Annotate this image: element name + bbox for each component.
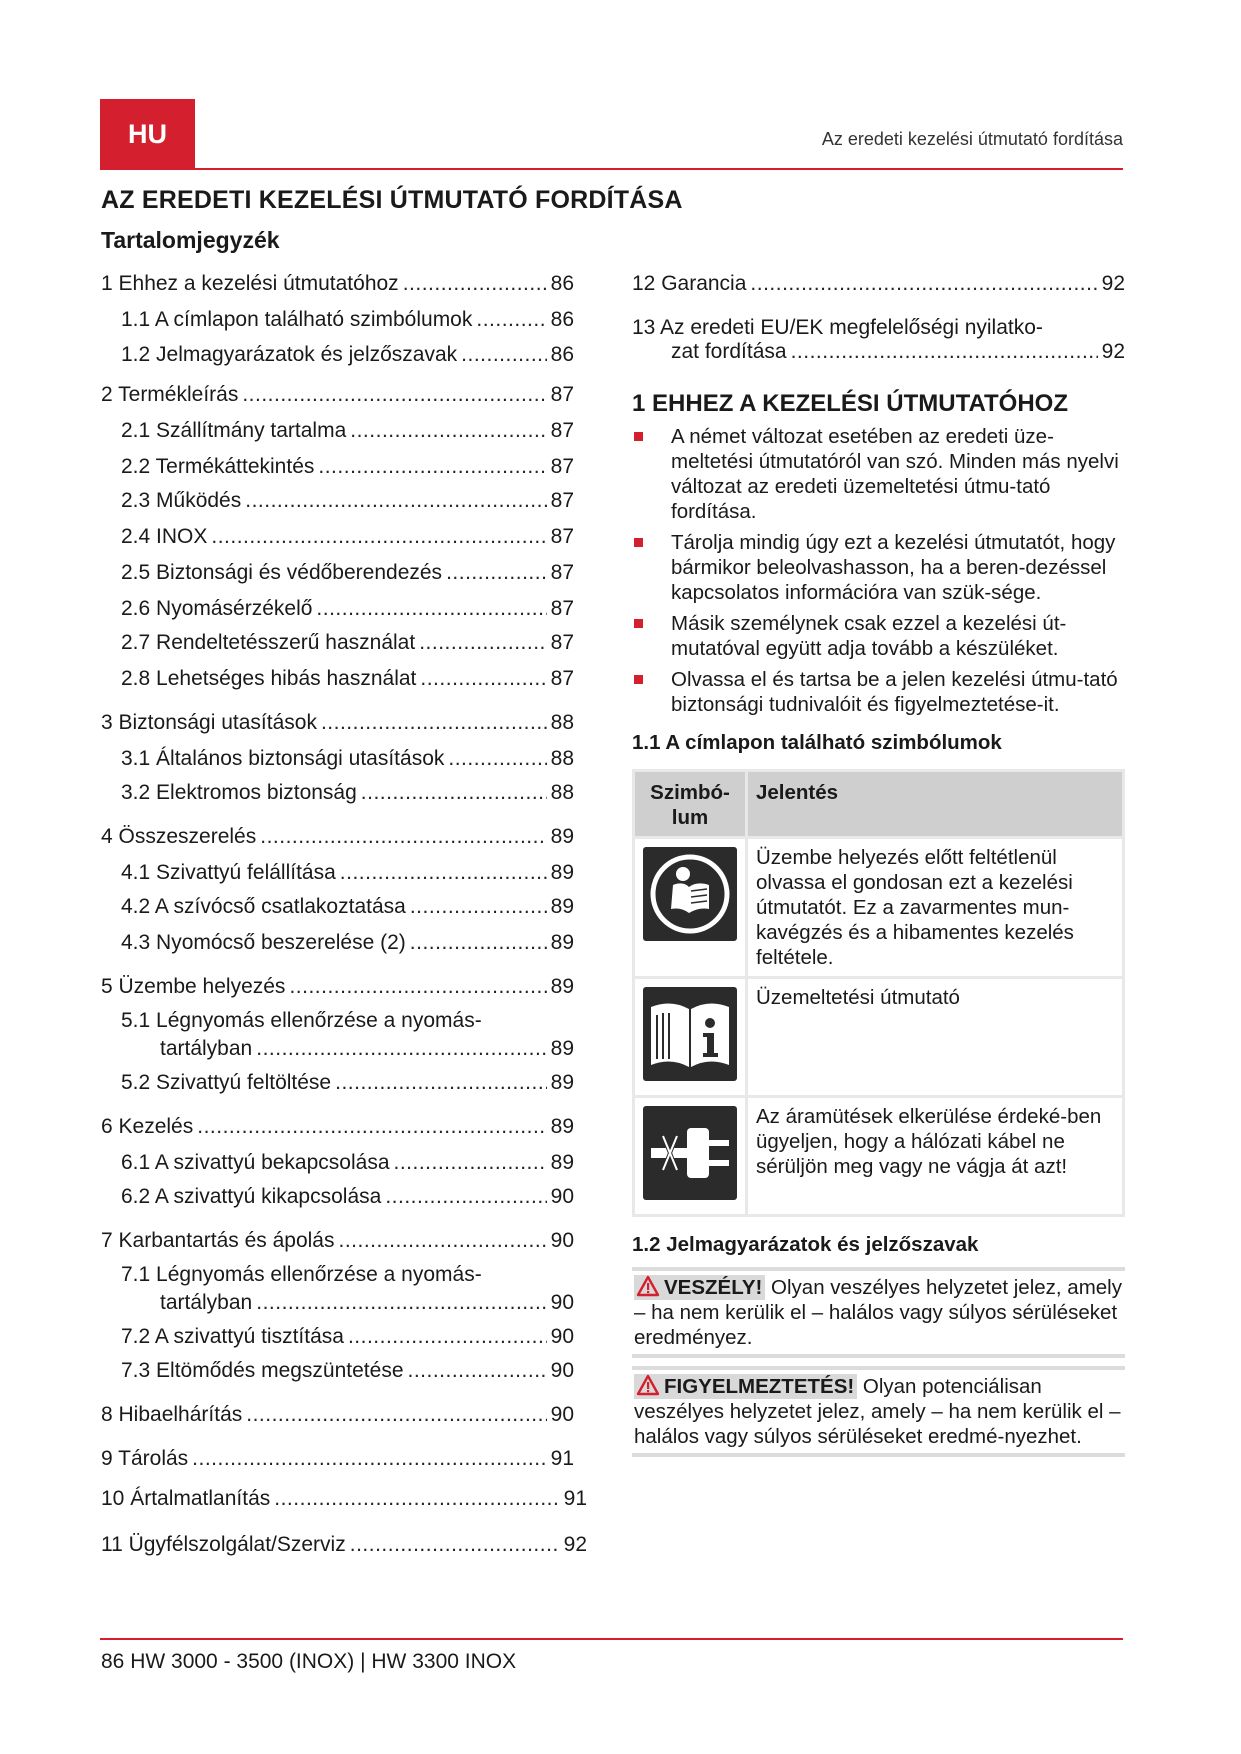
warning-notice — [632, 1366, 1125, 1457]
toc-entry-7-1-line2: tartályban ..... 90 — [160, 1291, 574, 1315]
toc-entry-7-3[interactable]: 7.3 Eltömődés megszüntetése ..... 90 — [121, 1359, 574, 1383]
danger-word-text: VESZÉLY! — [664, 1276, 763, 1299]
right-column — [632, 272, 1125, 1465]
toc-entry-5-2[interactable]: 5.2 Szivattyú feltöltése ..... 89 — [121, 1071, 574, 1095]
table-row — [634, 1097, 1124, 1216]
footer-divider — [100, 1638, 1123, 1640]
toc-entry-4-3[interactable]: 4.3 Nyomócső beszerelése (2) ..... 89 — [121, 931, 574, 955]
toc-entry-2-4[interactable]: 2.4 INOX ..... 87 — [121, 525, 574, 549]
meaning-cell: Az áramütések elkerülése érdeké-ben ügyeljen, hogy a hálózati kábel ne sérüljön meg vagy ne vágja át azt! — [747, 1097, 1124, 1216]
toc-entry-7[interactable]: 7 Karbantartás és ápolás ..... 90 — [101, 1229, 574, 1253]
symbol-cell — [634, 978, 747, 1097]
toc-entry-7-1-line1: 7.1 Légnyomás ellenőrzése a nyomás- — [121, 1263, 482, 1286]
toc-entry-2-6[interactable]: 2.6 Nyomásérzékelő ..... 87 — [121, 597, 574, 621]
toc-entry-1[interactable]: 1 Ehhez a kezelési útmutatóhoz ..... 86 — [101, 272, 574, 296]
list-item: Tárolja mindig úgy ezt a kezelési útmutatót, hogy bármikor beleolvashasson, ha a beren-dezéssel kapcsolatos információra van szük-sége. — [632, 530, 1125, 605]
language-tab: HU — [100, 99, 195, 169]
danger-notice — [632, 1267, 1125, 1358]
meaning-cell: Üzemeltetési útmutató — [747, 978, 1124, 1097]
toc-entry-13[interactable] — [632, 316, 1125, 364]
toc-entry-8[interactable]: 8 Hibaelhárítás ..... 90 — [101, 1403, 574, 1427]
toc-entry-5[interactable]: 5 Üzembe helyezés ..... 89 — [101, 975, 574, 999]
table-header-row — [634, 771, 1124, 838]
footer-page-info: 86 HW 3000 - 3500 (INOX) | HW 3300 INOX — [101, 1650, 517, 1673]
section-1-1-heading: 1.1 A címlapon található szimbólumok — [632, 731, 1002, 754]
bullet-square-icon — [634, 619, 643, 628]
toc-entry-2-7[interactable]: 2.7 Rendeltetésszerű használat ..... 87 — [121, 631, 574, 655]
toc-entry-2-2[interactable]: 2.2 Termékáttekintés ..... 87 — [121, 455, 574, 479]
toc-entry-12[interactable]: 12 Garancia ..... 92 — [632, 272, 1125, 296]
bullet-square-icon — [634, 432, 643, 441]
danger-description: Olyan veszélyes helyzetet jelez, amely – ha nem kerülik el – halálos vagy súlyos sérüléseket eredményez. — [634, 1276, 1122, 1349]
column-header-symbol: Szimbó-lum — [634, 771, 747, 838]
warning-description: Olyan potenciálisan veszélyes helyzetet jelez, amely – ha nem kerülik el – halálos vagy súlyos sérüléseket eredmé-nyezhet. — [634, 1375, 1121, 1448]
toc-entry-2-1[interactable]: 2.1 Szállítmány tartalma ..... 87 — [121, 419, 574, 443]
toc-entry-2[interactable]: 2 Termékleírás ..... 87 — [101, 383, 574, 407]
cable-cut-warning-icon — [643, 1106, 737, 1200]
column-header-meaning: Jelentés — [747, 771, 1124, 838]
toc-entry-6-2[interactable]: 6.2 A szivattyú kikapcsolása ..... 90 — [121, 1185, 574, 1209]
toc-entry-5-1-line1: 5.1 Légnyomás ellenőrzése a nyomás- — [121, 1009, 482, 1032]
toc-entry-7-2[interactable]: 7.2 A szivattyú tisztítása ..... 90 — [121, 1325, 574, 1349]
toc-entry-5-1-line2: tartályban ..... 89 — [160, 1037, 574, 1061]
toc-entry-4[interactable]: 4 Összeszerelés ..... 89 — [101, 825, 574, 849]
toc-heading: Tartalomjegyzék — [101, 227, 280, 253]
operating-manual-icon — [643, 987, 737, 1081]
toc-entry-3-2[interactable]: 3.2 Elektromos biztonság ..... 88 — [121, 781, 574, 805]
warning-word-text: FIGYELMEZTETÉS! — [664, 1375, 855, 1398]
list-item: Másik személynek csak ezzel a kezelési út-mutatóval együtt adja tovább a készüléket. — [632, 611, 1125, 661]
toc-entry-3[interactable]: 3 Biztonsági utasítások ..... 88 — [101, 711, 574, 735]
toc-left-column — [101, 272, 587, 1557]
toc-entry-13-line2: zat fordítása ..... 92 — [632, 340, 1125, 364]
toc-entry-10[interactable]: 10 Ártalmatlanítás ..... 91 — [101, 1487, 587, 1511]
document-title: AZ EREDETI KEZELÉSI ÚTMUTATÓ FORDÍTÁSA — [101, 186, 683, 214]
symbol-cell — [634, 838, 747, 978]
bullet-square-icon — [634, 675, 643, 684]
read-manual-icon — [643, 847, 737, 941]
toc-entry-2-8[interactable]: 2.8 Lehetséges hibás használat ..... 87 — [121, 667, 574, 691]
running-header-title: Az eredeti kezelési útmutató fordítása — [821, 129, 1123, 149]
toc-entry-2-3[interactable]: 2.3 Működés ..... 87 — [121, 489, 574, 513]
table-row — [634, 978, 1124, 1097]
section-1-bullet-list — [632, 424, 1125, 717]
list-item: Olvassa el és tartsa be a jelen kezelési útmu-tató biztonsági tudnivalóit és figyelmeztetése-it. — [632, 667, 1125, 717]
bullet-square-icon — [634, 538, 643, 547]
toc-entry-4-1[interactable]: 4.1 Szivattyú felállítása ..... 89 — [121, 861, 574, 885]
symbols-table — [632, 769, 1125, 1217]
toc-entry-7-1[interactable] — [121, 1263, 574, 1315]
section-1-heading: 1 EHHEZ A KEZELÉSI ÚTMUTATÓHOZ — [632, 390, 1068, 417]
toc-entry-4-2[interactable]: 4.2 A szívócső csatlakoztatása ..... 89 — [121, 895, 574, 919]
symbol-cell — [634, 1097, 747, 1216]
meaning-cell: Üzembe helyezés előtt feltétlenül olvassa el gondosan ezt a kezelési útmutatót. Ez a zavarmentes mun-kavégzés és a hibamentes kezelés feltétele. — [747, 838, 1124, 978]
danger-signal-word — [634, 1275, 765, 1300]
toc-entry-3-1[interactable]: 3.1 Általános biztonsági utasítások ..... 88 — [121, 747, 574, 771]
list-item: A német változat esetében az eredeti üze-meltetési útmutatóról van szó. Minden más nyelvi változat az eredeti üzemeltetési útmu-tató fordítása. — [632, 424, 1125, 524]
warning-triangle-icon — [636, 1374, 660, 1396]
header-divider — [100, 168, 1123, 170]
section-1-2-heading: 1.2 Jelmagyarázatok és jelzőszavak — [632, 1233, 979, 1256]
toc-entry-5-1[interactable] — [121, 1009, 574, 1061]
toc-entry-11[interactable]: 11 Ügyfélszolgálat/Szerviz ..... 92 — [101, 1533, 587, 1557]
warning-signal-word — [634, 1374, 857, 1399]
toc-entry-6-1[interactable]: 6.1 A szivattyú bekapcsolása ..... 89 — [121, 1151, 574, 1175]
toc-entry-6[interactable]: 6 Kezelés ..... 89 — [101, 1115, 574, 1139]
warning-triangle-icon — [636, 1275, 660, 1297]
toc-entry-2-5[interactable]: 2.5 Biztonsági és védőberendezés ..... 87 — [121, 561, 574, 585]
toc-entry-9[interactable]: 9 Tárolás ..... 91 — [101, 1447, 574, 1471]
toc-entry-13-line1: 13 Az eredeti EU/EK megfelelőségi nyilatko- — [632, 316, 1043, 339]
table-row — [634, 838, 1124, 978]
toc-entry-1-1[interactable]: 1.1 A címlapon található szimbólumok ..... 86 — [121, 308, 574, 332]
toc-entry-1-2[interactable]: 1.2 Jelmagyarázatok és jelzőszavak ..... 86 — [121, 343, 574, 367]
